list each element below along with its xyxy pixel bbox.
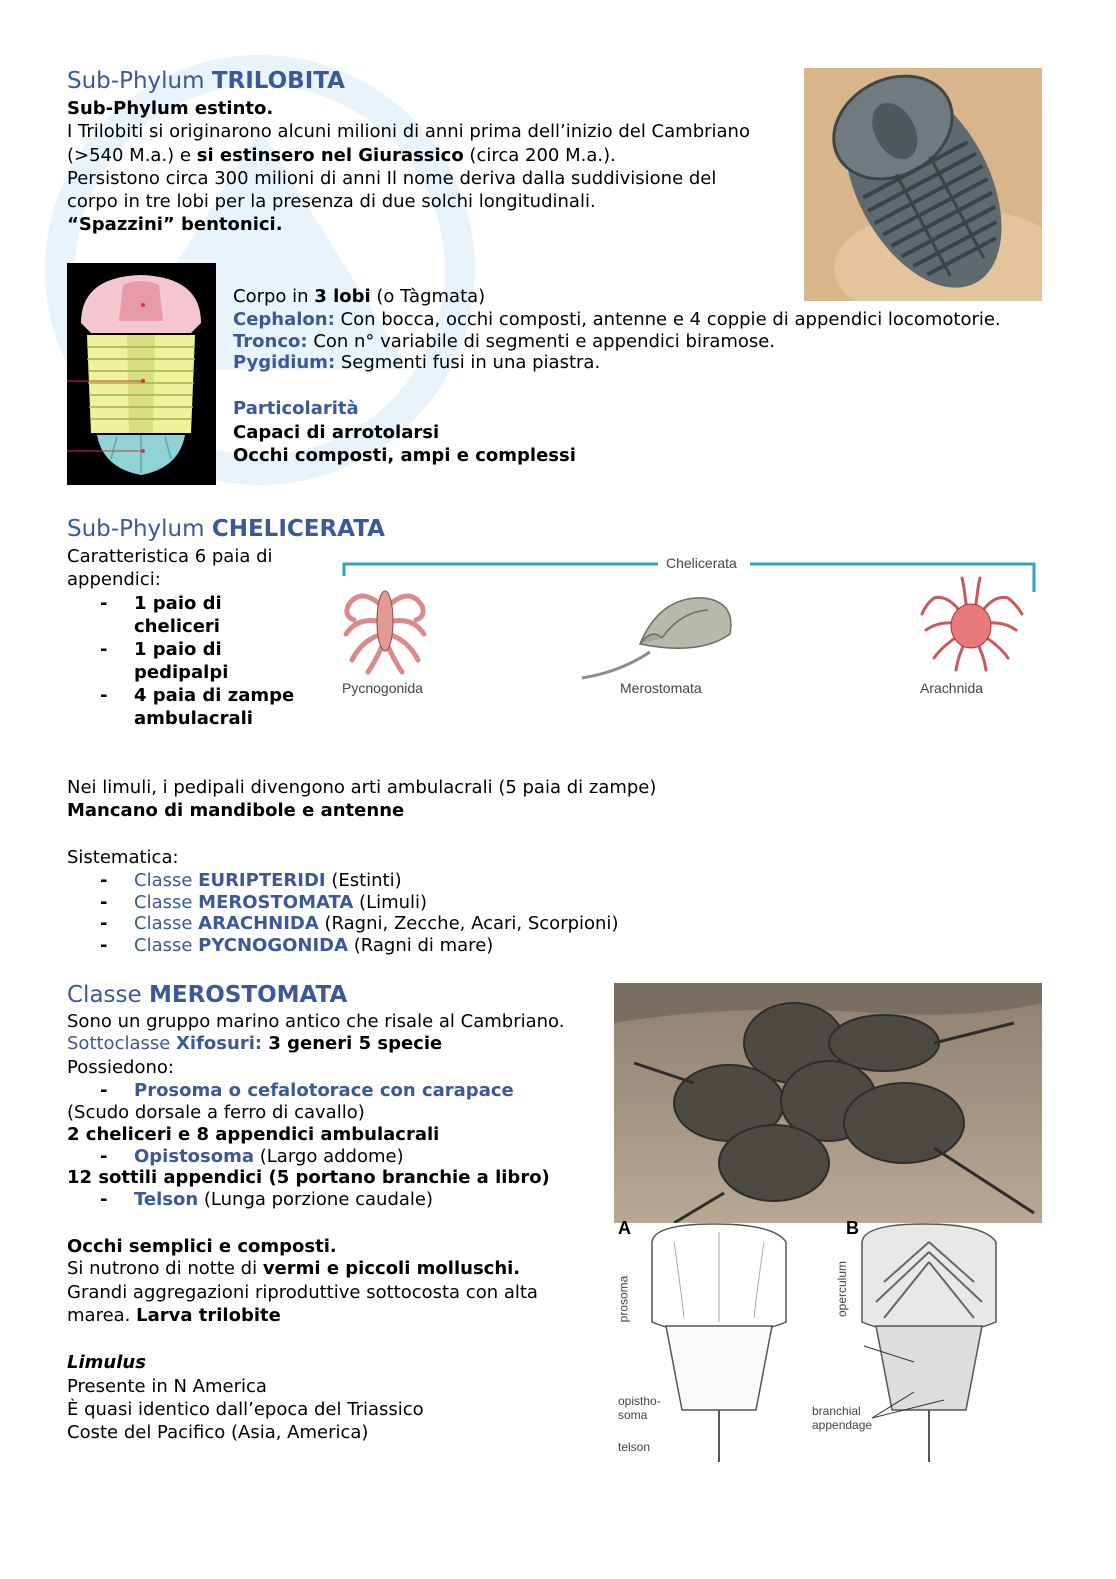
list-bullet: - [100,892,108,913]
prosoma-label: prosoma [616,1275,631,1323]
list-bullet: - [100,1080,108,1101]
trilobita-heading: Sub-Phylum TRILOBITA [67,68,345,94]
list-bullet: - [100,913,108,934]
limuli-text: Nei limuli, i pedipali divengono arti ambulacrali (5 paia di zampe) [67,777,657,798]
opisthosoma-label-2: soma [618,1408,648,1422]
trilobita-subtitle: Sub-Phylum estinto. [67,98,274,119]
sistematica-label: Sistematica: [67,847,179,868]
panel-a-label: A [618,1218,631,1238]
list-bullet: - [100,935,108,956]
prosoma-item: Prosoma o cefalotorace con carapace [134,1080,514,1101]
appendage-item-3a: 4 paia di zampe [134,685,295,706]
merostomata-line-2: Sottoclasse Xifosuri: 3 generi 5 specie [67,1033,443,1054]
merostomata-line-1: Sono un gruppo marino antico che risale al Cambriano. [67,1011,565,1032]
appendage-item-2b: pedipalpi [134,662,229,683]
branchial-label-2: appendage [812,1418,873,1432]
limulus-line-2: È quasi identico dall’epoca del Triassico [67,1399,424,1420]
merostomata-heading: Classe MEROSTOMATA [67,982,348,1008]
cephalon-line: Cephalon: Con bocca, occhi composti, antenne e 4 coppie di appendici locomotorie. [233,309,1001,330]
telson-item: Telson (Lunga porzione caudale) [134,1189,434,1210]
merostomata-label: Merostomata [620,680,702,696]
limulus-line-3: Coste del Pacifico (Asia, America) [67,1422,369,1443]
appendage-item-1a: 1 paio di [134,593,222,614]
trilobite-body-diagram [67,263,216,485]
appendage-item-3b: ambulacrali [134,708,253,729]
list-bullet: - [100,685,108,706]
merostomata-line-10: Occhi semplici e composti. [67,1236,337,1257]
arachnida-label: Arachnida [920,680,984,696]
merostomata-line-8: 12 sottili appendici (5 portano branchie a libro) [67,1167,550,1188]
merostomata-line-12: Grandi aggregazioni riproduttive sottocosta con alta [67,1282,538,1303]
chelicerata-figure [340,552,1040,702]
class-arachnida: Classe ARACHNIDA (Ragni, Zecche, Acari, Scorpioni) [134,913,619,934]
appendage-item-1b: cheliceri [134,616,220,637]
trilobita-text-1: I Trilobiti si originarono alcuni milioni di anni prima dell’inizio del Cambriano [67,121,750,142]
mancano-text: Mancano di mandibole e antenne [67,800,405,821]
branchial-label-1: branchial [812,1404,861,1418]
list-bullet: - [100,1189,108,1210]
particolarita-item-2: Occhi composti, ampi e complessi [233,445,576,466]
body-lobes-line: Corpo in 3 lobi (o Tàgmata) [233,286,486,307]
merostomata-line-5: (Scudo dorsale a ferro di cavallo) [67,1102,365,1123]
class-merostomata: Classe MEROSTOMATA (Limuli) [134,892,428,913]
panel-b-label: B [846,1218,859,1238]
limulus-line-1: Presente in N America [67,1376,267,1397]
list-bullet: - [100,1146,108,1167]
merostomata-illustration [580,592,740,682]
telson-label: telson [618,1440,651,1454]
trilobita-text-4: corpo in tre lobi per la presenza di due solchi longitudinali. [67,191,596,212]
chelicerata-intro-2: appendici: [67,569,161,590]
tronco-line: Tronco: Con n° variabile di segmenti e appendici biramose. [233,331,776,352]
trilobite-fossil-photo [804,68,1042,301]
horseshoe-crabs-photo [614,983,1042,1223]
arachnida-illustration [918,574,1028,674]
limulus-title: Limulus [67,1352,146,1373]
class-euripteridi: Classe EURIPTERIDI (Estinti) [134,870,402,891]
opistosoma-item: Opistosoma (Largo addome) [134,1146,404,1167]
chelicerata-figure-title: Chelicerata [666,555,737,571]
pycnogonida-illustration [340,576,430,676]
chelicerata-intro-1: Caratteristica 6 paia di [67,546,273,567]
merostomata-line-6: 2 cheliceri e 8 appendici ambulacrali [67,1124,440,1145]
merostomata-line-13: marea. Larva trilobite [67,1305,281,1326]
trilobita-text-3: Persistono circa 300 milioni di anni Il nome deriva dalla suddivisione del [67,168,717,189]
appendage-item-2a: 1 paio di [134,639,222,660]
list-bullet: - [100,593,108,614]
limulus-anatomy-drawing [614,1222,1042,1470]
particolarita-title: Particolarità [233,398,359,419]
list-bullet: - [100,639,108,660]
trilobita-text-2: (>540 M.a.) e si estinsero nel Giurassico (circa 200 M.a.). [67,145,616,166]
merostomata-line-11: Si nutrono di notte di vermi e piccoli molluschi. [67,1258,521,1279]
pycnogonida-label: Pycnogonida [342,680,423,696]
opisthosoma-label-1: opistho- [618,1394,661,1408]
list-bullet: - [100,870,108,891]
pygidium-line: Pygidium: Segmenti fusi in una piastra. [233,352,601,373]
limulus-anatomy-diagram [614,1218,1042,1470]
class-pycnogonida: Classe PYCNOGONIDA (Ragni di mare) [134,935,494,956]
merostomata-line-3: Possiedono: [67,1057,174,1078]
particolarita-item-1: Capaci di arrotolarsi [233,422,440,443]
operculum-label: operculum [835,1260,850,1318]
trilobita-text-5: “Spazzini” bentonici. [67,214,283,235]
chelicerata-heading: Sub-Phylum CHELICERATA [67,516,385,542]
